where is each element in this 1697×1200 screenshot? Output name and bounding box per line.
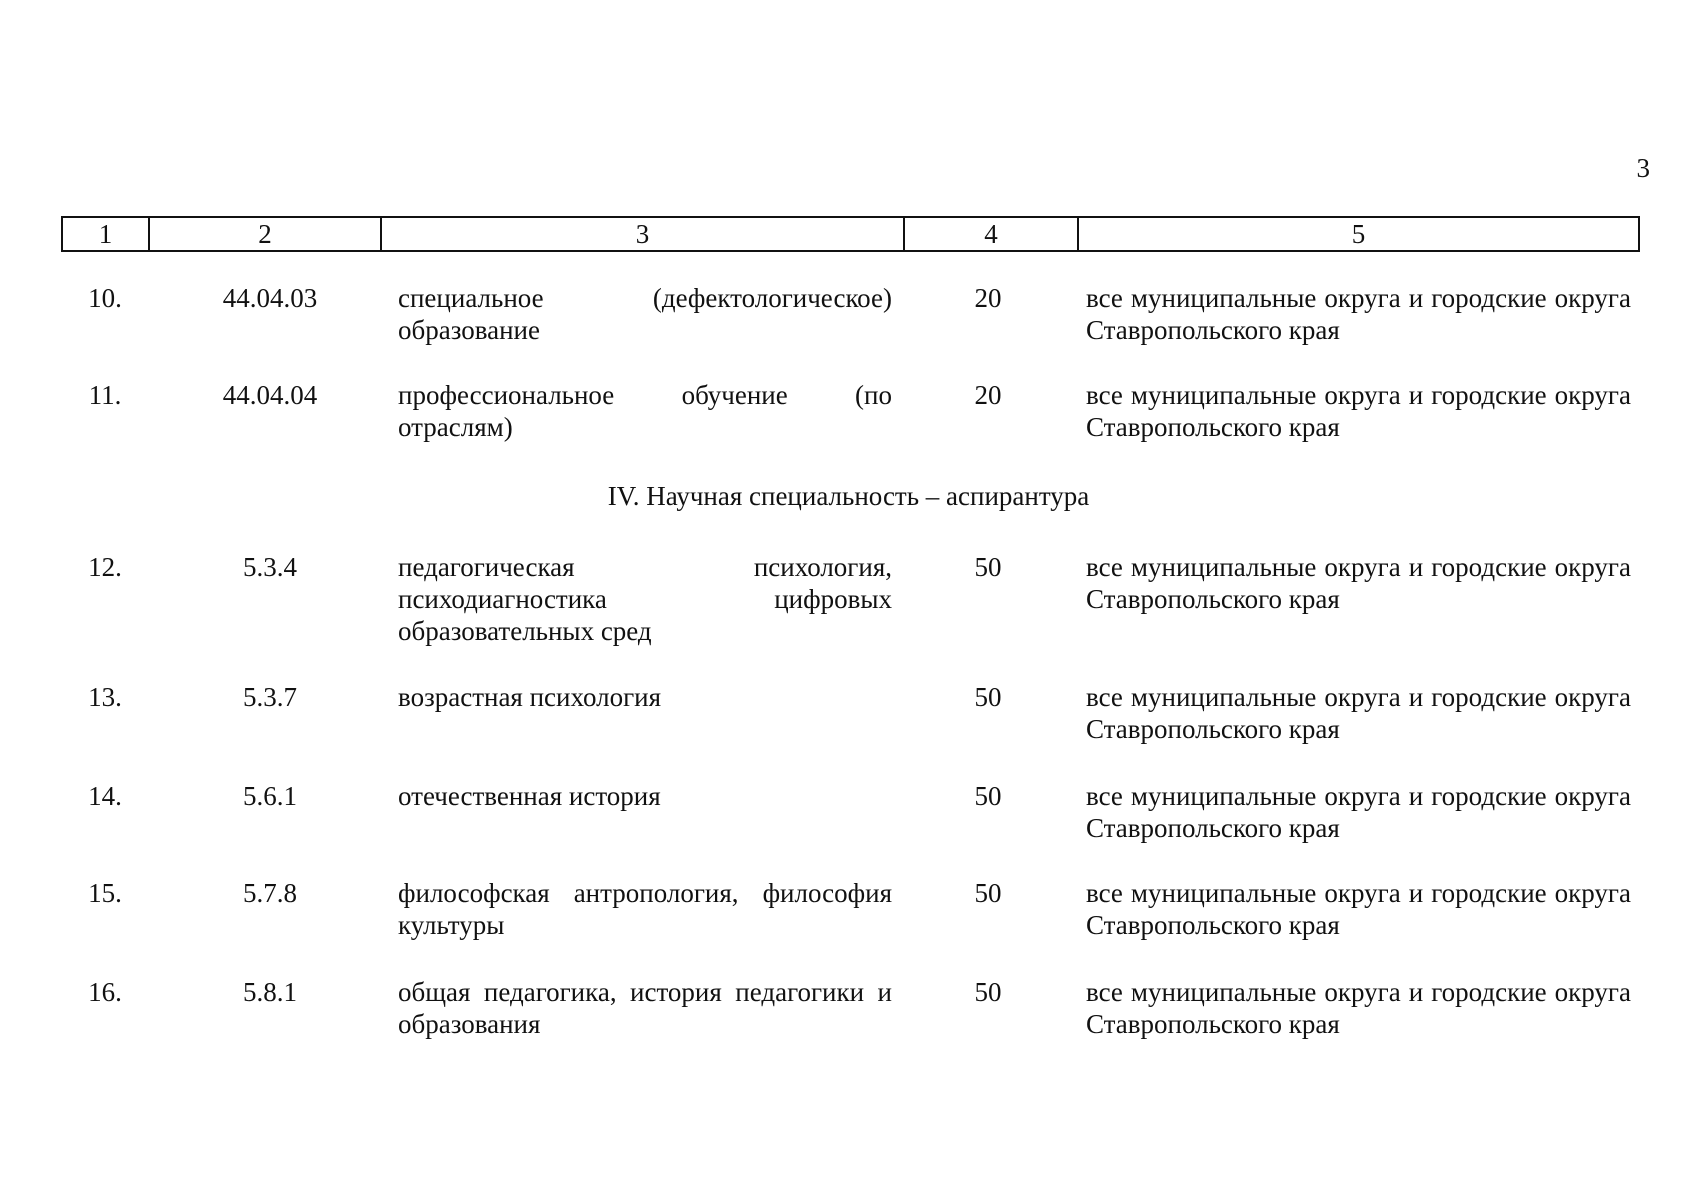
header-col-2: 2 [150, 218, 382, 250]
row-name: специальное (дефектологическое) образование [398, 283, 892, 345]
page-number: 3 [1636, 153, 1650, 183]
row-number: 15. [88, 878, 122, 908]
row-name: философская антропология, философия культуры [398, 878, 892, 940]
row-area: все муниципальные округа и городские округа Ставропольского края [1086, 878, 1631, 940]
row-count: 50 [974, 977, 1002, 1007]
header-col-1: 1 [63, 218, 150, 250]
row-area: все муниципальные округа и городские округа Ставропольского края [1086, 977, 1631, 1039]
row-code: 5.6.1 [243, 781, 297, 811]
row-number: 13. [88, 682, 122, 712]
row-name: отечественная история [398, 781, 661, 811]
row-area: все муниципальные округа и городские округа Ставропольского края [1086, 682, 1631, 744]
row-count: 20 [974, 283, 1002, 313]
row-code: 5.7.8 [243, 878, 297, 908]
row-area: все муниципальные округа и городские округа Ставропольского края [1086, 781, 1631, 843]
row-number: 10. [88, 283, 122, 313]
row-code: 44.04.04 [222, 380, 318, 410]
row-area: все муниципальные округа и городские округа Ставропольского края [1086, 552, 1631, 614]
row-number: 16. [88, 977, 122, 1007]
row-count: 50 [974, 781, 1002, 811]
row-code: 44.04.03 [222, 283, 318, 313]
table-header [61, 216, 1640, 252]
row-code: 5.3.7 [243, 682, 297, 712]
row-name: возрастная психология [398, 682, 662, 712]
row-count: 50 [974, 682, 1002, 712]
header-col-4: 4 [905, 218, 1079, 250]
row-code: 5.3.4 [243, 552, 297, 582]
row-number: 14. [88, 781, 122, 811]
row-name: профессиональное обучение (по отраслям) [398, 380, 892, 442]
row-number: 11. [88, 380, 122, 410]
section-title: IV. Научная специальность – аспирантура [607, 481, 1090, 511]
header-col-3: 3 [382, 218, 905, 250]
row-area: все муниципальные округа и городские округа Ставропольского края [1086, 380, 1631, 442]
row-count: 20 [974, 380, 1002, 410]
row-count: 50 [974, 878, 1002, 908]
row-name: педагогическая психология, психодиагностика цифровых образовательных сред [398, 552, 892, 646]
row-area: все муниципальные округа и городские округа Ставропольского края [1086, 283, 1631, 345]
row-code: 5.8.1 [243, 977, 297, 1007]
header-col-5: 5 [1351, 219, 1366, 249]
row-name: общая педагогика, история педагогики и образования [398, 977, 892, 1039]
row-number: 12. [88, 552, 122, 582]
row-count: 50 [974, 552, 1002, 582]
